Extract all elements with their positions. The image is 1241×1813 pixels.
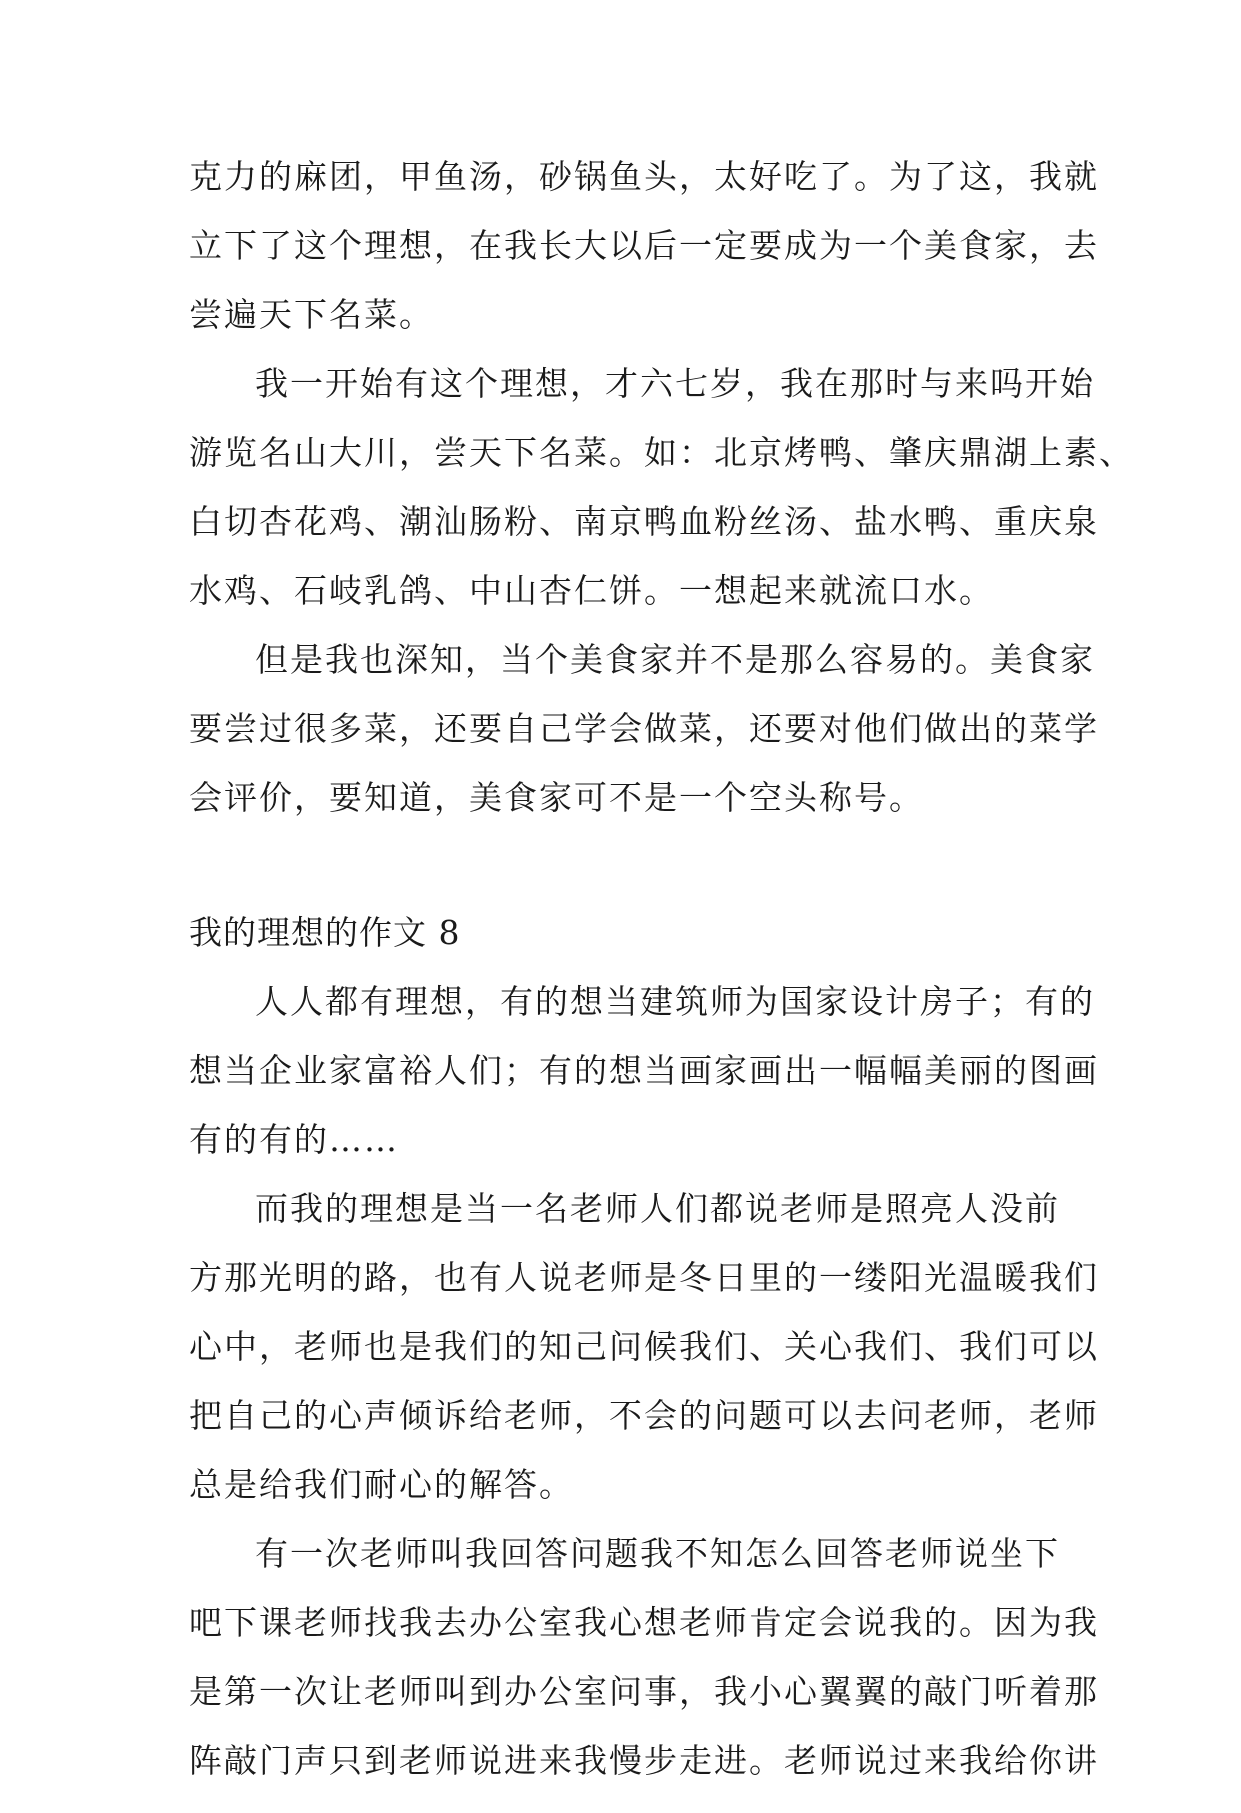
paragraph	[189, 982, 1099, 1159]
paragraph	[189, 364, 1134, 610]
paragraph-line: 阵敲门声只到老师说进来我慢步走进。老师说过来我给你讲	[189, 1741, 1099, 1780]
paragraph-line: 想当企业家富裕人们；有的想当画家画出一幅幅美丽的图画	[189, 1051, 1099, 1090]
document-body	[189, 157, 1134, 1813]
section-heading: 我的理想的作文 8	[189, 913, 461, 952]
paragraph-line: 克力的麻团，甲鱼汤，砂锅鱼头，太好吃了。为了这，我就	[189, 157, 1099, 196]
paragraph-line: 白切杏花鸡、潮汕肠粉、南京鸭血粉丝汤、盐水鸭、重庆泉	[189, 502, 1099, 541]
paragraph-line: 人人都有理想，有的想当建筑师为国家设计房子；有的	[255, 982, 1095, 1021]
paragraph	[189, 1189, 1099, 1504]
paragraph-line: 心中，老师也是我们的知己问候我们、关心我们、我们可以	[189, 1327, 1099, 1366]
paragraph-line: 尝遍天下名菜。	[189, 295, 434, 334]
paragraph-line: 立下了这个理想，在我长大以后一定要成为一个美食家，去	[189, 226, 1099, 265]
paragraph-line: 有一次老师叫我回答问题我不知怎么回答老师说坐下	[255, 1534, 1060, 1573]
paragraph-line: 方那光明的路，也有人说老师是冬日里的一缕阳光温暖我们	[189, 1258, 1099, 1297]
paragraph-line: 是第一次让老师叫到办公室问事，我小心翼翼的敲门听着那	[189, 1672, 1099, 1711]
paragraph-line: 总是给我们耐心的解答。	[189, 1465, 574, 1504]
paragraph	[189, 1534, 1099, 1780]
paragraph-line: 会评价，要知道，美食家可不是一个空头称号。	[189, 778, 924, 817]
paragraph-line: 我一开始有这个理想，才六七岁，我在那时与来吗开始	[255, 364, 1095, 403]
paragraph-line: 有的有的……	[189, 1120, 399, 1159]
paragraph-line: 吧下课老师找我去办公室我心想老师肯定会说我的。因为我	[189, 1603, 1099, 1642]
paragraph	[189, 640, 1099, 817]
paragraph	[189, 157, 1099, 334]
paragraph-line: 水鸡、石岐乳鸽、中山杏仁饼。一想起来就流口水。	[189, 571, 994, 610]
paragraph-line: 但是我也深知，当个美食家并不是那么容易的。美食家	[255, 640, 1095, 679]
paragraph-line: 而我的理想是当一名老师人们都说老师是照亮人没前	[255, 1189, 1060, 1228]
paragraph-line: 要尝过很多菜，还要自己学会做菜，还要对他们做出的菜学	[189, 709, 1099, 748]
paragraph-line: 把自己的心声倾诉给老师，不会的问题可以去问老师，老师	[189, 1396, 1099, 1435]
paragraph-line: 游览名山大川，尝天下名菜。如：北京烤鸭、肇庆鼎湖上素、	[189, 433, 1134, 472]
